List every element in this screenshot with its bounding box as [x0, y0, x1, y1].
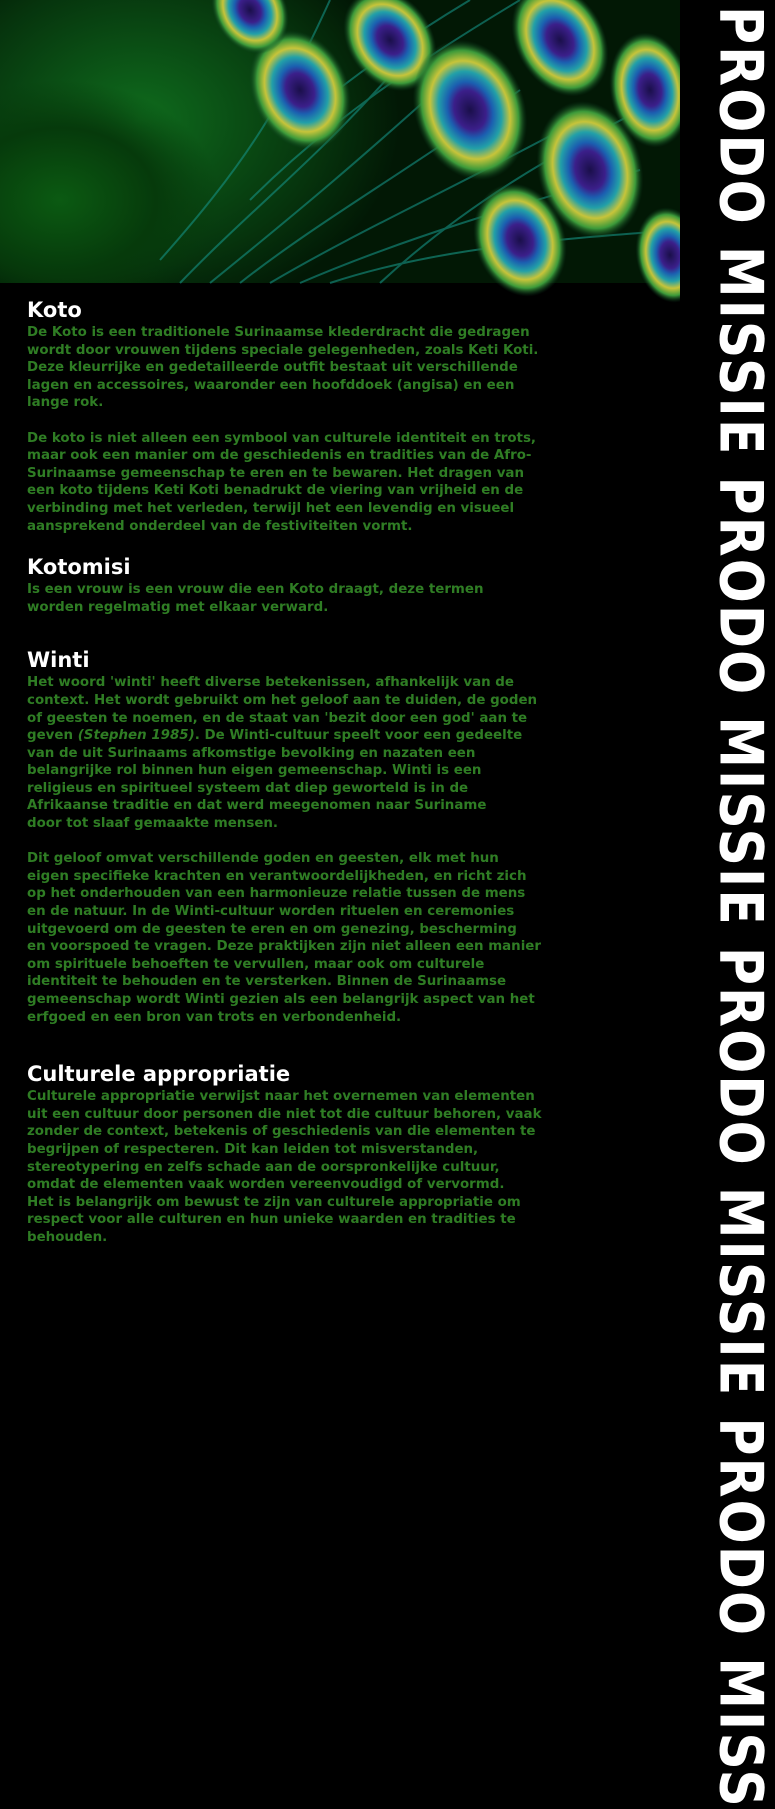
- paragraph: De koto is niet alleen een symbool van culturele identiteit en trots, maar ook een manier om de geschiedenis en tradities van de Afro- Surinaamse gemeenschap te eren en te bewaren. Het dragen van een koto tijdens Keti Koti benadrukt de viering van vrijheid en de verbinding met het verleden, terwijl het een levendig en visueel aansprekend onderdeel van de festiviteiten vormt.: [27, 430, 537, 534]
- section-title: Winti: [27, 648, 90, 673]
- section-title: Koto: [27, 298, 82, 322]
- article-content: [27, 296, 612, 1247]
- paragraph: Culturele appropriatie verwijst naar het overnemen van elementen uit een cultuur door personen die niet tot die cultuur behoren, vaak zonder de context, betekenis of geschiedenis van die elementen te begrijpen of respecteren. Dit kan leiden tot misverstanden, stereotypering en zelfs schade aan de oorspronkelijke cultuur, omdat de elementen vaak worden vereenvoudigd of vervormd. Het is belangrijk om bewust te zijn van culturele appropriatie om respect voor alle culturen en hun unieke waarden en tradities te behouden.: [27, 1089, 542, 1245]
- section-kotomisi: [27, 553, 612, 616]
- section-title: Kotomisi: [27, 555, 131, 580]
- paragraph: Dit geloof omvat verschillende goden en geesten, elk met hun eigen specifieke krachten en verantwoordelijkheden, en richt zich op het onderhouden van een harmonieuze relatie tussen de mens en de natuur. In de Winti-cultuur worden rituelen en ceremonies uitgevoerd om de geesten te eren en om genezing, bescherming en voorspoed te vragen. Deze praktijken zijn niet alleen een manier om spirituele behoeften te vervullen, maar ook om culturele identiteit te behouden en te versterken. Binnen de Surinaamse gemeenschap wordt Winti gezien als een belangrijk aspect van het erfgoed en een bron van trots en verbondenheid.: [27, 851, 541, 1025]
- paragraph-text: Het woord 'winti' heeft diverse betekenissen, afhankelijk van de context. Het wordt gebruikt om het geloof aan te duiden, de goden of geesten te noemen, en de staat van 'bezit door een god' aan te geven: [27, 675, 538, 744]
- paragraph: De Koto is een traditionele Surinaamse klederdracht die gedragen wordt door vrouwen tijdens speciale gelegenheden, zoals Keti Koti. Deze kleurrijke en gedetailleerde outfit bestaat uit verschillende lagen en accessoires, waaronder een hoofddoek (angisa) en een lange rok.: [27, 325, 539, 411]
- section-culturele-appropriatie: [27, 1060, 612, 1246]
- section-koto: [27, 296, 612, 535]
- paragraph: [27, 674, 612, 832]
- paragraph: Is een vrouw is een vrouw die een Koto draagt, deze termen worden regelmatig met elkaar verward.: [27, 582, 484, 615]
- section-winti: [27, 646, 612, 1026]
- peacock-feathers-illustration: [0, 0, 680, 283]
- paragraph-text: . De Winti-cultuur speelt voor een gedeelte van de uit Surinaams afkomstige bevolking en nazaten een belangrijke rol binnen hun eigen gemeenschap. Winti is een religieus en spiritueel systeem dat diep geworteld is in de Afrikaanse traditie en dat werd meegenomen naar Suriname door tot slaaf gemaakte mensen.: [27, 728, 523, 832]
- citation: (Stephen 1985): [77, 728, 195, 744]
- hero-peacock-feathers-image: [0, 0, 680, 283]
- banner-text: PRODO MISSIE PRODO MISSIE PRODO MISSIE PRODO MISS: [705, 6, 775, 1809]
- section-title: Culturele appropriatie: [27, 1062, 291, 1087]
- vertical-banner: [680, 0, 775, 1809]
